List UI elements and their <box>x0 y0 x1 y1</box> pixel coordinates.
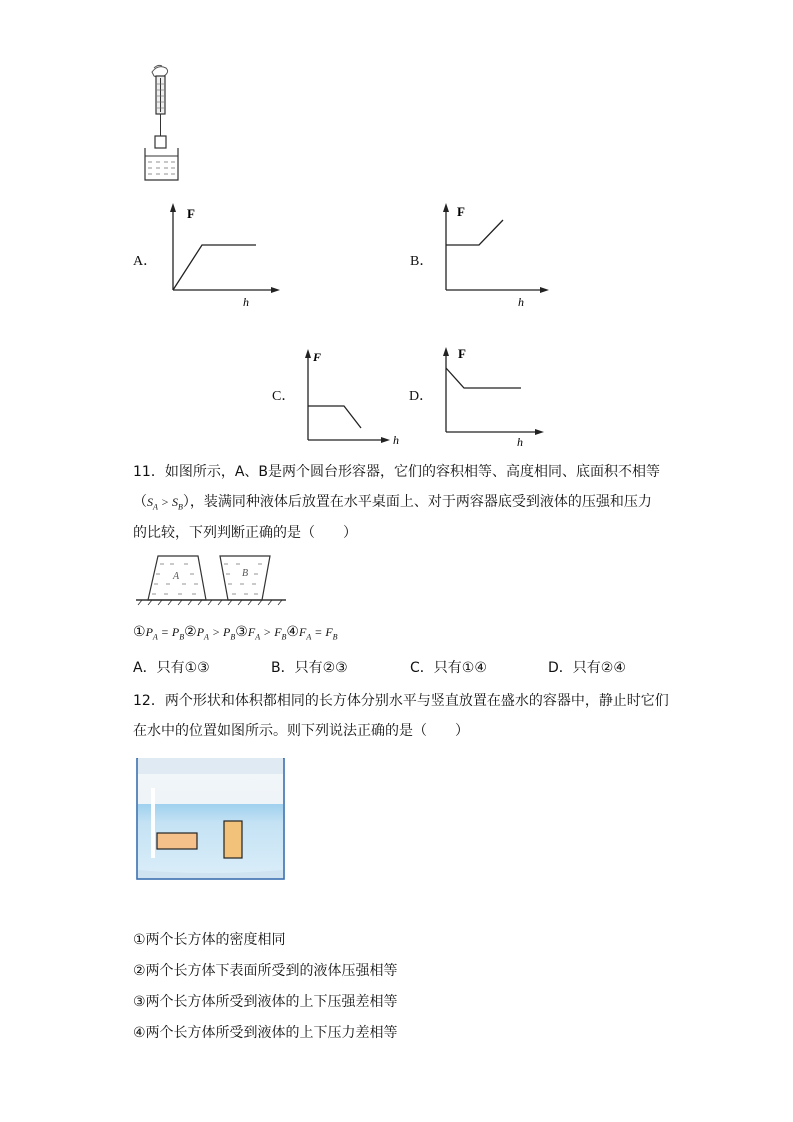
option-a-x-label: h <box>243 295 249 309</box>
q12-line-1: 12．两个形状和体积都相同的长方体分别水平与竖直放置在盛水的容器中，静止时它们 <box>133 693 669 709</box>
option-c-x-label: h <box>393 433 399 447</box>
q11-line-1: 11．如图所示，A、B是两个圆台形容器，它们的容积相等、高度相同、底面积不相等 <box>133 464 660 480</box>
q12-statement-2: ②两个长方体下表面所受到的液体压强相等 <box>133 963 398 979</box>
q12-statement-4: ④两个长方体所受到液体的上下压力差相等 <box>133 1025 398 1041</box>
option-d-y-label: F <box>458 346 466 361</box>
q11-line-2: $(S_A > S_B)$，装满同种液体后放置在水平桌面上、对于两容器底受到液体的压强和压力 <box>133 494 652 512</box>
container-b-label: B <box>242 568 249 579</box>
option-c-graph <box>298 346 408 450</box>
q11-choice-a[interactable]: A．只有①③ <box>133 660 210 676</box>
option-b-graph <box>433 200 553 312</box>
option-c-y-label: F <box>313 350 322 364</box>
option-b-label: B． <box>410 254 434 269</box>
q12-line-2: 在水中的位置如图所示。则下列说法正确的是（ ） <box>133 723 469 739</box>
q11-line-3: 的比较，下列判断正确的是（ ） <box>133 525 357 541</box>
q11-choice-b[interactable]: B．只有②③ <box>271 660 348 676</box>
frustum-containers-figure <box>136 552 286 606</box>
q11-choice-c[interactable]: C．只有①④ <box>410 660 487 676</box>
option-d-graph <box>434 342 549 448</box>
q11-statements: $①P_A$ = $P_B②P_A$ > $P_B③F_A$ > $F_B④F_A = F_B$ <box>133 624 338 642</box>
option-d-x-label: h <box>517 435 523 448</box>
option-a-y-label: F <box>187 206 195 221</box>
water-container-figure <box>136 758 286 880</box>
spring-scale-beaker-figure <box>138 62 188 184</box>
q12-statement-1: ①两个长方体的密度相同 <box>133 932 286 948</box>
option-b-y-label: F <box>457 204 465 219</box>
option-a-label: A． <box>133 254 158 269</box>
q11-choice-d[interactable]: D．只有②④ <box>548 660 626 676</box>
option-c-label: C． <box>272 389 296 404</box>
option-d-label: D． <box>409 389 434 404</box>
option-a-graph <box>160 200 280 312</box>
q12-statement-3: ③两个长方体所受到液体的上下压强差相等 <box>133 994 398 1010</box>
vertical-block <box>224 821 242 858</box>
option-b-x-label: h <box>518 295 524 309</box>
container-a-label: A <box>173 571 180 582</box>
horizontal-block <box>157 833 197 849</box>
